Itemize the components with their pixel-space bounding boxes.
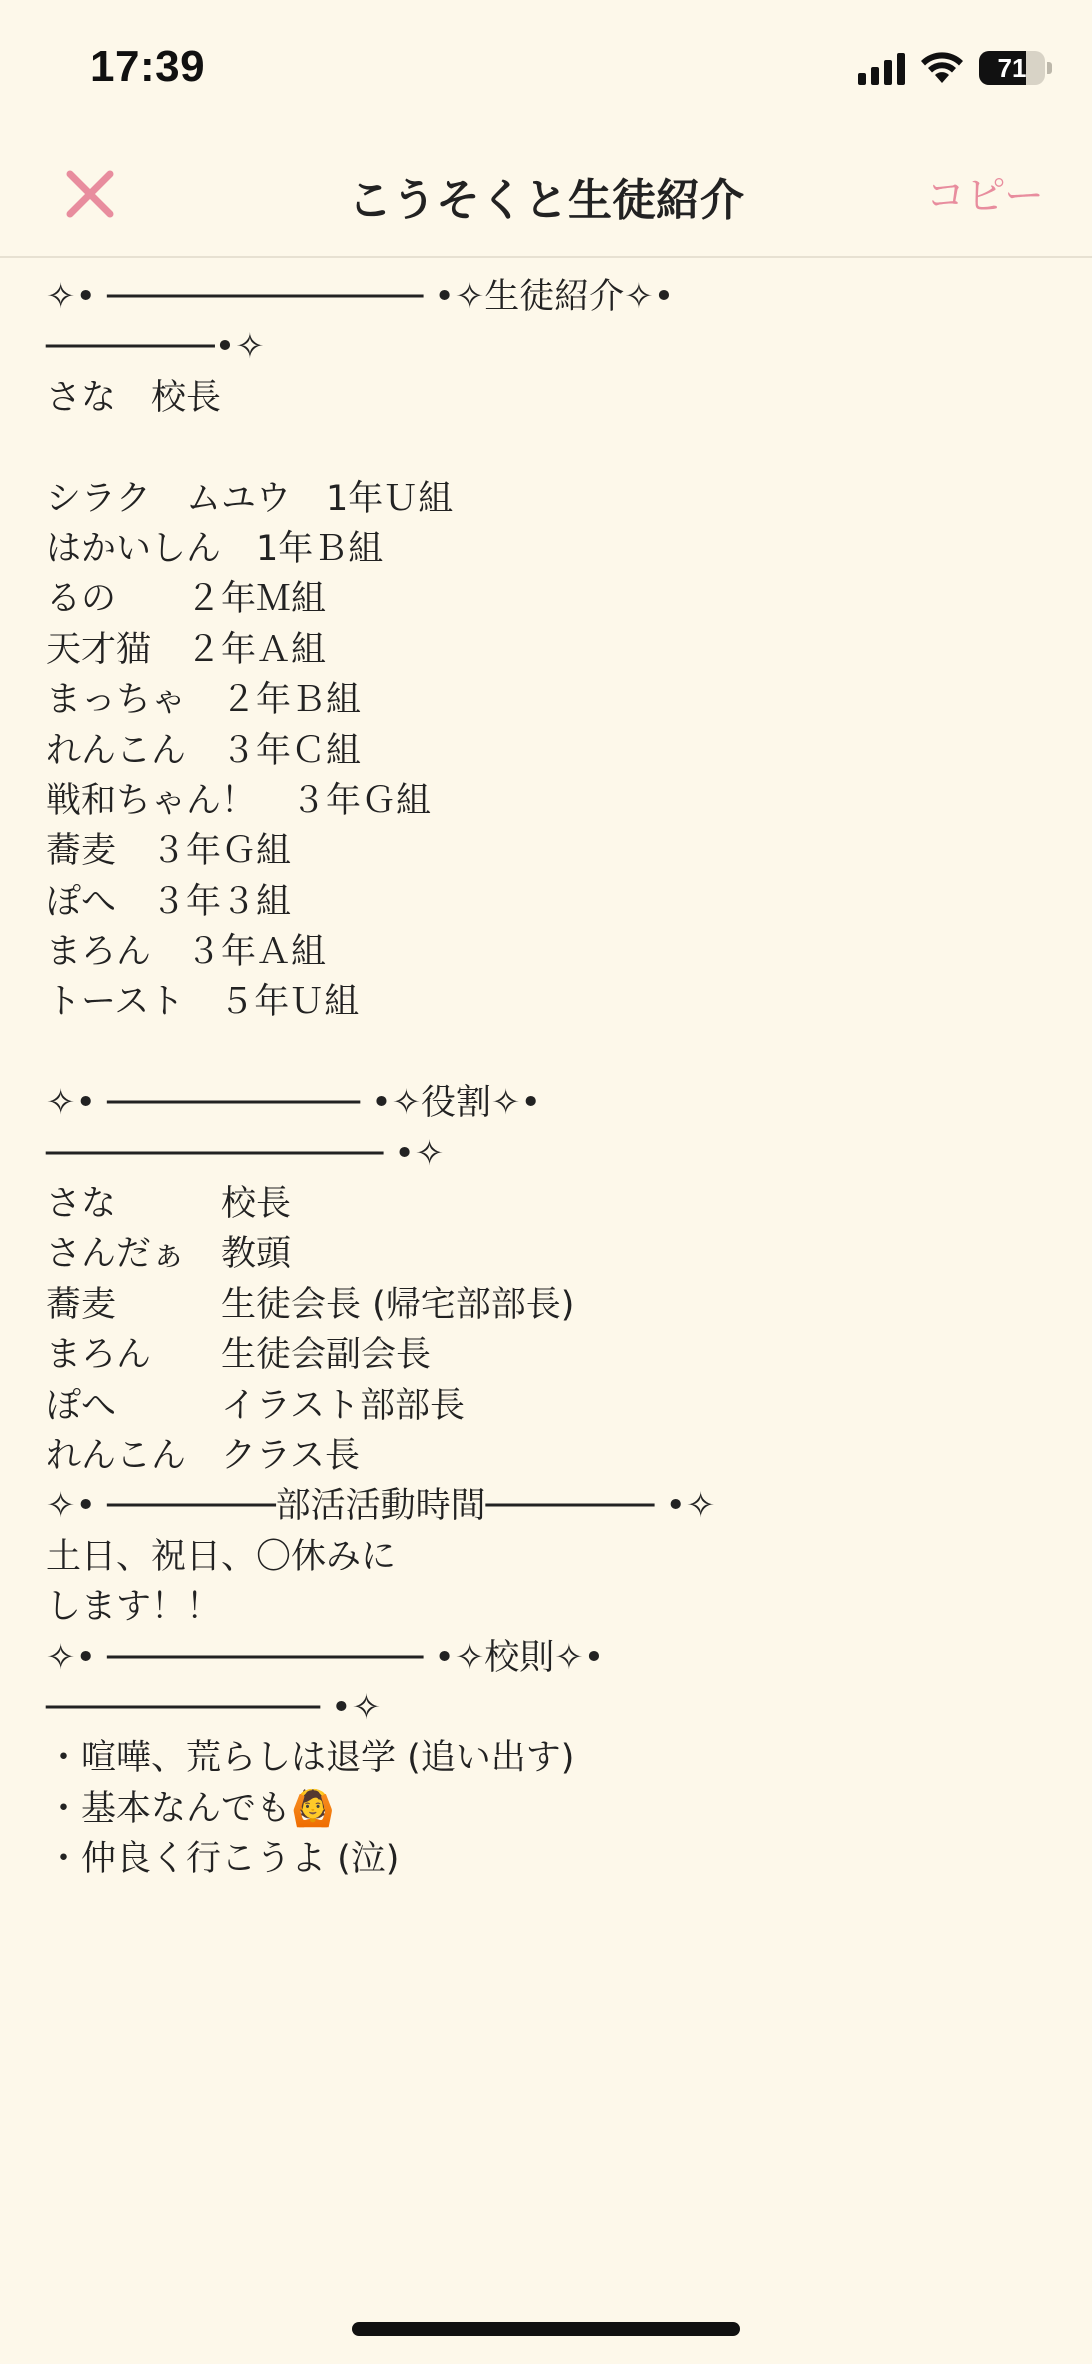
status-icons xyxy=(858,48,1052,88)
text-line: ───────────── •✧ xyxy=(46,1687,382,1728)
nav-bar xyxy=(0,130,1092,258)
status-time: 17:39 xyxy=(90,42,206,91)
text-line: ──────────────── •✧ xyxy=(46,1133,445,1174)
text-line: 天才猫 ２年Ａ組 xyxy=(46,629,327,670)
text-line: ✧• ────────部活活動時間──────── •✧ xyxy=(46,1486,716,1527)
blank-line xyxy=(46,1028,1056,1078)
battery-icon xyxy=(979,51,1045,85)
text-line: れんこん クラス長 xyxy=(46,1435,360,1476)
text-line: します！！ xyxy=(46,1587,222,1628)
text-line: 蕎麦 ３年Ｇ組 xyxy=(46,831,292,872)
status-bar xyxy=(0,0,1092,130)
text-line: ✧• ─────────────── •✧校則✧• xyxy=(46,1637,605,1678)
text-line: さんだぁ 教頭 xyxy=(46,1234,292,1275)
battery-level: 71 xyxy=(997,52,1027,83)
page-title: こうそくと生徒紹介 xyxy=(348,175,744,226)
text-line: シラク ムユウ 1年Ｕ組 xyxy=(46,478,454,519)
cellular-signal-icon xyxy=(858,51,905,85)
text-line: はかいしん 1年Ｂ組 xyxy=(46,528,384,569)
text-line: ────────•✧ xyxy=(46,327,265,368)
text-line: ぽへ ３年３組 xyxy=(46,881,292,922)
home-indicator[interactable] xyxy=(352,2322,740,2336)
text-line: るの ２年Ｍ組 xyxy=(46,579,327,620)
text-line: トースト ５年Ｕ組 xyxy=(46,982,360,1023)
text-line: まっちゃ ２年Ｂ組 xyxy=(46,680,362,721)
text-line: まろん 生徒会副会長 xyxy=(46,1335,432,1376)
text-line: ✧• ─────────────── •✧生徒紹介✧• xyxy=(46,277,675,317)
text-line: ・仲良く行こうよ (泣) xyxy=(46,1839,400,1880)
wifi-icon xyxy=(919,51,965,85)
text-line: ✧• ──────────── •✧役割✧• xyxy=(46,1083,542,1124)
text-line: れんこん ３年Ｃ組 xyxy=(46,730,362,771)
text-line: ぽへ イラスト部部長 xyxy=(46,1385,465,1426)
text-line: 土日、祝日、〇休みに xyxy=(46,1536,397,1577)
copy-button[interactable]: コピー xyxy=(925,173,1044,219)
text-line: さな 校長 xyxy=(46,377,222,418)
blank-line xyxy=(46,423,1056,473)
note-content[interactable] xyxy=(46,272,1056,1885)
text-line: ・基本なんでも🙆 xyxy=(46,1788,335,1829)
text-line: 戦和ちゃん！ ３年Ｇ組 xyxy=(46,780,432,821)
text-line: 蕎麦 生徒会長 (帰宅部部長) xyxy=(46,1284,575,1325)
text-line: ・喧嘩、荒らしは退学 (追い出す) xyxy=(46,1738,575,1779)
text-line: まろん ３年Ａ組 xyxy=(46,932,327,973)
text-line: さな 校長 xyxy=(46,1184,292,1225)
battery-cap xyxy=(1047,62,1052,74)
